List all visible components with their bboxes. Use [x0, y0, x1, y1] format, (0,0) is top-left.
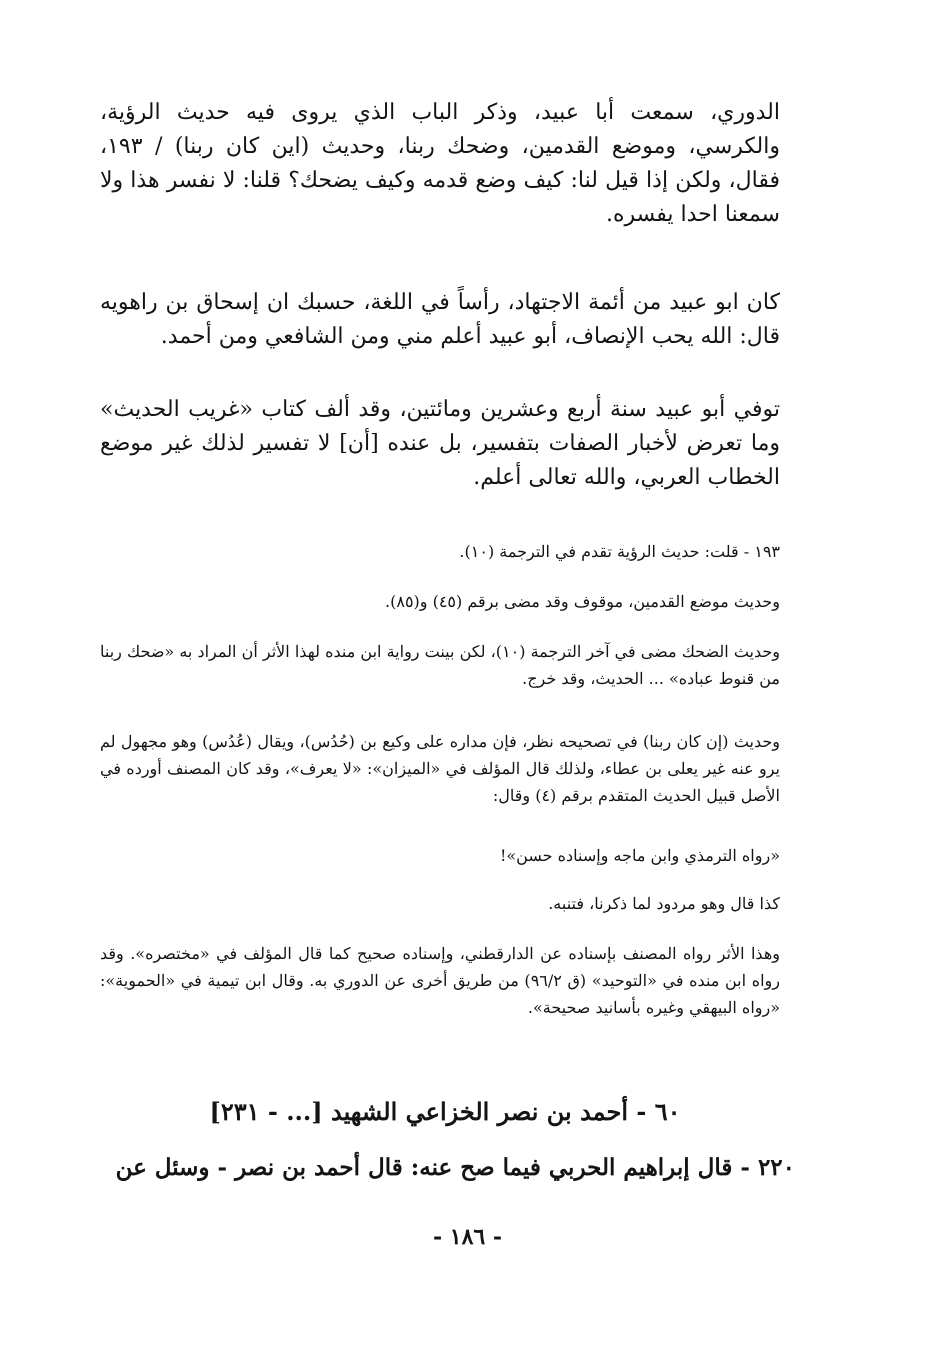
footnote-feet-hadith: وحديث موضع القدمين، موقوف وقد مضى برقم (٤٥) و(٨٥). [385, 592, 780, 611]
section-heading-ahmad-ibn-nasr: ٦٠ - أحمد بن نصر الخزاعي الشهيد [... - ٢٣١] [209, 1097, 681, 1126]
footnote-rejection: كذا قال وهو مردود لما ذكرنا، فتنبه. [548, 894, 780, 913]
footnote-daraqutni: وهذا الأثر رواه المصنف بإسناده عن الدارقطني، وإسناده صحيح كما قال المؤلف في «مختصره». وقد رواه ابن منده في «التوحيد» (ق ٩٦/٢) من طريق أخرى عن الدوري به. وقال ابن تيمية في «الحموية»: «رواه البيهقي وغيره بأسانيد صحيحة». [100, 944, 781, 1017]
footnote-laughter-hadith: وحديث الضحك مضى في آخر الترجمة (١٠)، لكن بينت رواية ابن منده لهذا الأثر أن المراد به «ضحك ربنا من قنوط عباده» ... الحديث، وقد خرج. [100, 642, 781, 688]
paragraph-abu-ubaid-death: توفي أبو عبيد سنة أربع وعشرين ومائتين، وقد ألف كتاب «غريب الحديث» وما تعرض لأخبار الصفات بتفسير، بل عنده [أن] لا تفسير لذلك غير موضع الخطاب العربي، والله تعالى أعلم. [100, 397, 780, 490]
paragraph-abu-ubaid-imam: كان ابو عبيد من أئمة الاجتهاد، رأساً في اللغة، حسبك ان إسحاق بن راهويه قال: الله يحب الإنصاف، أبو عبيد أعلم مني ومن الشافعي ومن أحمد. [100, 290, 780, 349]
paragraph-ad-dawri: الدوري، سمعت أبا عبيد، وذكر الباب الذي يروى فيه حديث الرؤية، والكرسي، وموضع القدمين، وضحك ربنا، وحديث (اين كان ربنا) / ١٩٣، فقال، ولكن إذا قيل لنا: كيف وضع قدمه وكيف يضحك؟ قلنا: لا نفسر هذا ولا سمعنا احدا يفسره. [100, 100, 780, 227]
footnote-where-was-our-lord: وحديث (إن كان ربنا) في تصحيحه نظر، فإن مداره على وكيع بن (حُدُس)، ويقال (عُدُس) وهو مجهول لم يرو عنه غير يعلى بن عطاء، ولذلك قال المؤلف في «الميزان»: «لا يعرف»، وقد كان المصنف أورده في الأصل قبيل الحديث المتقدم برقم (٤) وقال: [100, 732, 780, 805]
footnote-quote-tirmidhi: «رواه الترمذي وابن ماجه وإسناده حسن»! [499, 846, 780, 865]
footnote-193: ١٩٣ - قلت: حديث الرؤية تقدم في الترجمة (١٠). [459, 542, 780, 561]
page-number: - ١٨٦ - [432, 1224, 503, 1250]
entry-220: ٢٢٠ - قال إبراهيم الحربي فيما صح عنه: قال أحمد بن نصر - وسئل عن [115, 1154, 795, 1181]
